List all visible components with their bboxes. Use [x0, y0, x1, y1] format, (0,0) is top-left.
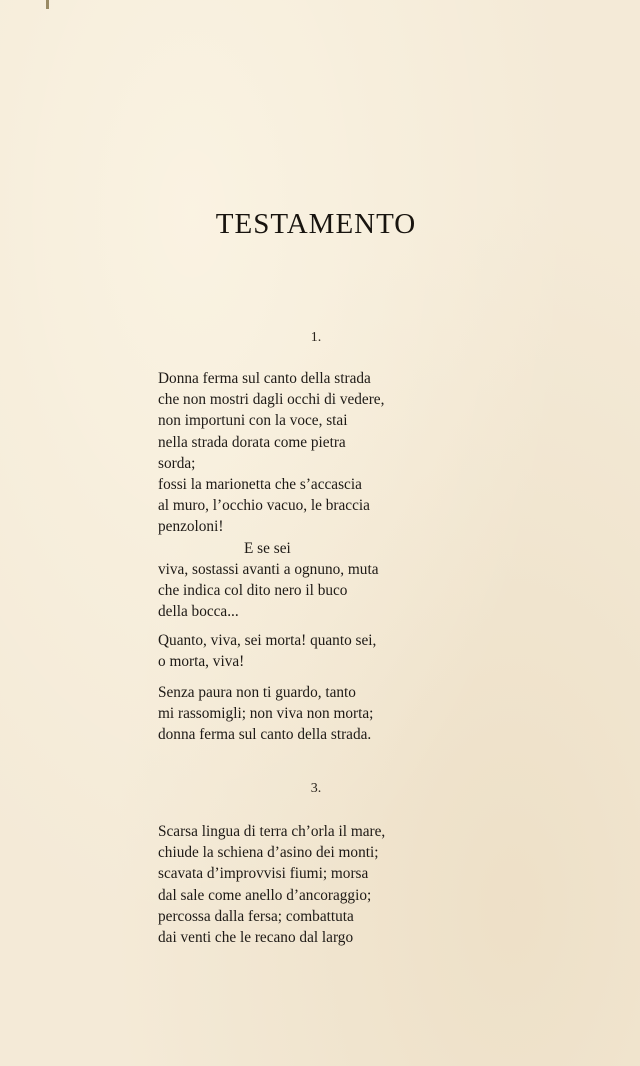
verse-line: E se sei — [244, 539, 291, 557]
poem-title: TESTAMENTO — [215, 208, 417, 240]
verse-line: che non mostri dagli occhi di vedere, — [158, 391, 385, 409]
verse-line: Quanto, viva, sei morta! quanto sei, — [158, 632, 377, 649]
verse-line: dal sale come anello d’ancoraggio; — [158, 886, 372, 904]
verse-line: scavata d’improvvisi fiumi; morsa — [158, 865, 369, 883]
verse-line: nella strada dorata come pietra — [158, 433, 346, 451]
section-number: 1. — [310, 330, 322, 345]
verse-line: Scarsa lingua di terra ch’orla il mare, — [158, 823, 386, 840]
verse-line: non importuni con la voce, stai — [158, 412, 348, 430]
verse-line: fossi la marionetta che s’accascia — [158, 475, 362, 493]
verse-line: viva, sostassi avanti a ognuno, muta — [158, 560, 379, 578]
verse-line: o morta, viva! — [158, 653, 245, 671]
verse-line: Senza paura non ti guardo, tanto — [158, 684, 356, 701]
verse-line: donna ferma sul canto della strada. — [158, 726, 372, 744]
verse-line: chiude la schiena d’asino dei monti; — [158, 844, 379, 862]
stanza — [158, 368, 448, 622]
section-number: 3. — [310, 781, 322, 796]
verse-line: che indica col dito nero il buco — [158, 581, 348, 599]
verse-line: penzoloni! — [158, 518, 224, 536]
verse-line: dai venti che le recano dal largo — [158, 928, 354, 946]
verse-line: al muro, l’occhio vacuo, le braccia — [158, 497, 370, 515]
stanza — [158, 821, 448, 948]
verse-line: Donna ferma sul canto della strada — [158, 370, 371, 387]
verse-line: mi rassomigli; non viva non morta; — [158, 705, 374, 723]
stanza — [158, 682, 448, 746]
verse-line: percossa dalla fersa; combattuta — [158, 907, 354, 925]
stanza — [158, 630, 448, 672]
page-mark — [46, 0, 49, 9]
verse-line: della bocca... — [158, 603, 239, 621]
verse-line: sorda; — [158, 454, 196, 472]
